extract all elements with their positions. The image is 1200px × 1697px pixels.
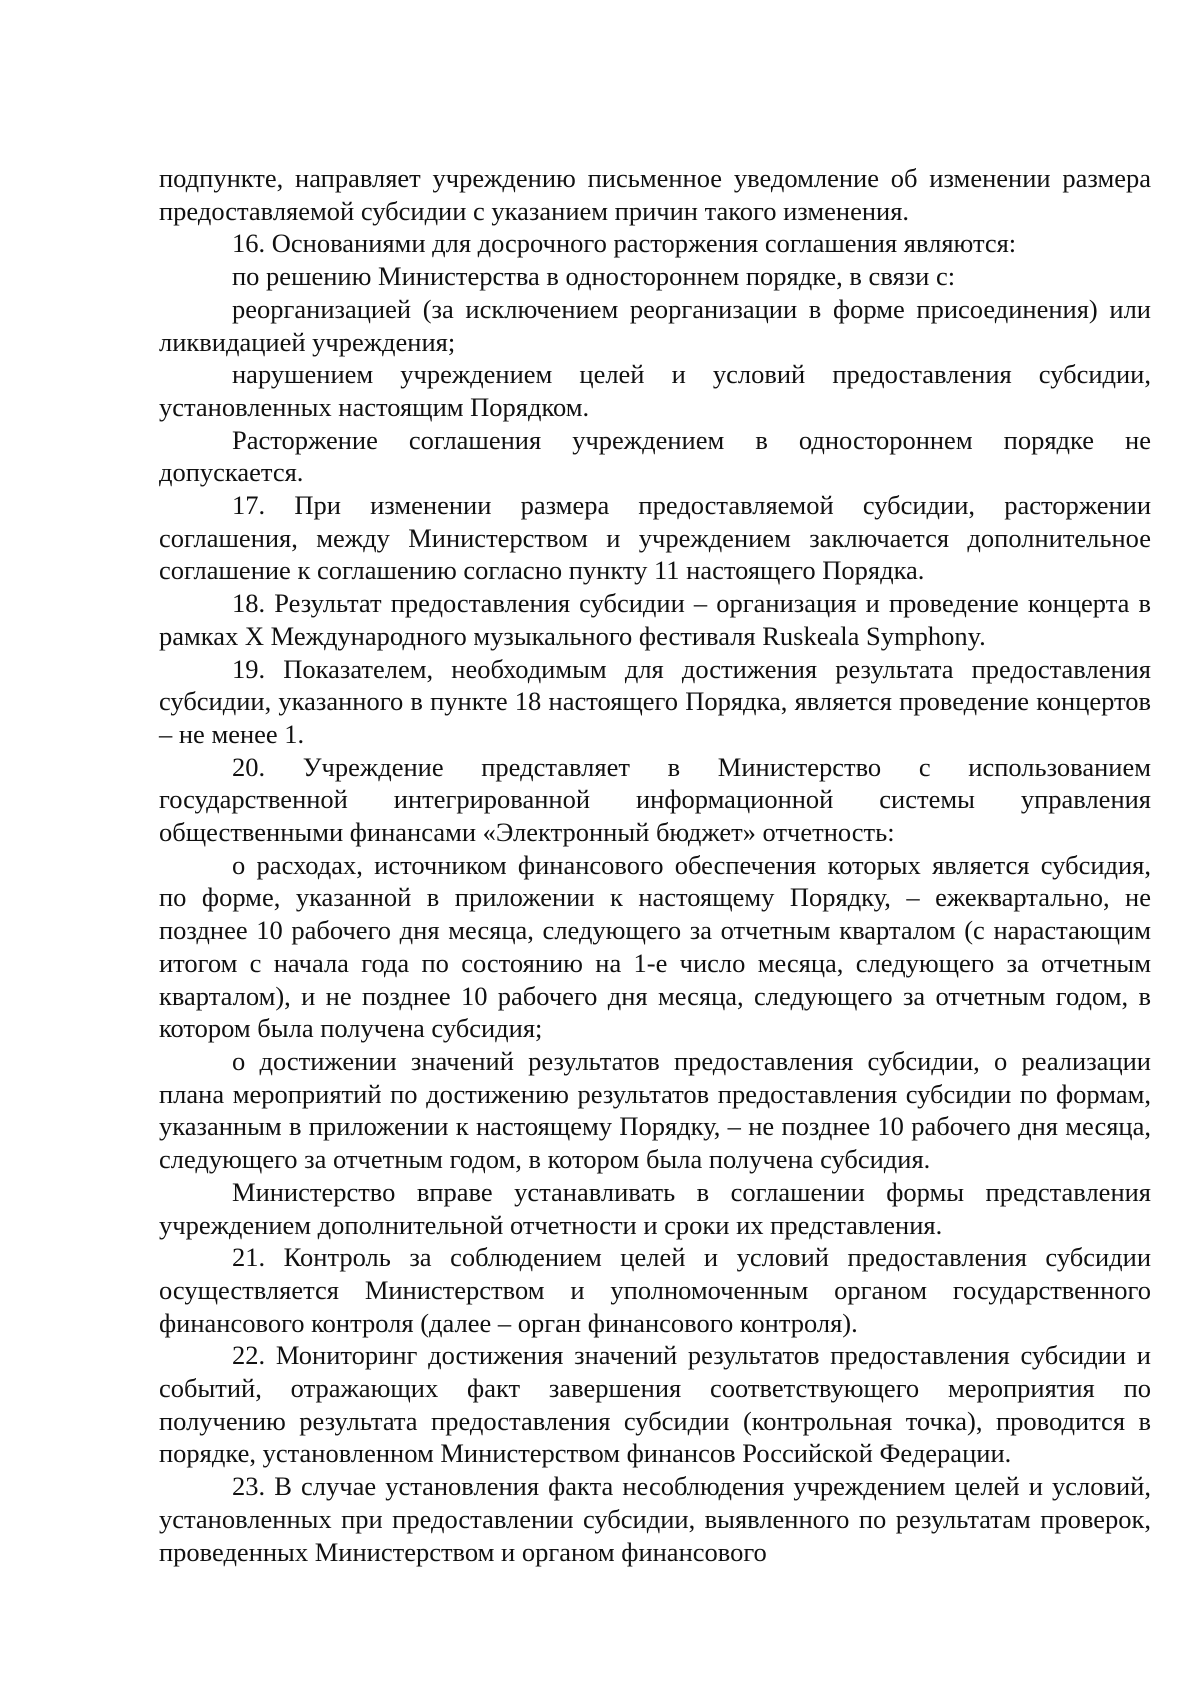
paragraph-16-reorganization: реорганизацией (за исключением реорганизации в форме присоединения) или ликвидацией учреждения; bbox=[159, 293, 1151, 357]
paragraph-21: 21. Контроль за соблюдением целей и условий предоставления субсидии осуществляется Министерством и уполномоченным органом государственного финансового контроля (далее – орган финансового контроля). bbox=[159, 1242, 1151, 1338]
paragraph-20-results-report: о достижении значений результатов предоставления субсидии, о реализации плана мероприятий по достижению результатов предоставления субсидии по формам, указанным в приложении к настоящему Порядку, – не позднее 10 рабочего дня месяца, следующего за отчетным годом, в котором была получена субсидия. bbox=[159, 1045, 1151, 1175]
paragraph-20: 20. Учреждение представляет в Министерство с использованием государственной интегрированной информационной системы управления общественными финансами «Электронный бюджет» отчетность: bbox=[159, 751, 1151, 848]
paragraph-continuation: подпункте, направляет учреждению письменное уведомление об изменении размера предоставляемой субсидии с указанием причин такого изменения. bbox=[159, 163, 1151, 226]
paragraph-16: 16. Основаниями для досрочного расторжения соглашения являются: bbox=[232, 228, 1017, 259]
paragraph-23: 23. В случае установления факта несоблюдения учреждением целей и условий, установленных при предоставлении субсидии, выявленного по результатам проверок, проведенных Министерством и органом финансового bbox=[159, 1471, 1151, 1567]
paragraph-19: 19. Показателем, необходимым для достижения результата предоставления субсидии, указанного в пункте 18 настоящего Порядка, является проведение концертов – не менее 1. bbox=[159, 653, 1151, 749]
paragraph-20-expenses-report: о расходах, источником финансового обеспечения которых является субсидия, по форме, указанной в приложении к настоящему Порядку, – ежеквартально, не позднее 10 рабочего дня месяца, следующего за отчетным кварталом (с нарастающим итогом с начала года по состоянию на 1-е число месяца, следующего за отчетным кварталом), и не позднее 10 рабочего дня месяца, следующего за отчетным годом, в котором была получена субсидия; bbox=[159, 849, 1151, 1044]
paragraph-16-unilateral: Расторжение соглашения учреждением в одностороннем порядке не допускается. bbox=[159, 424, 1151, 488]
paragraph-18: 18. Результат предоставления субсидии – организация и проведение концерта в рамках X Международного музыкального фестиваля Ruskeala Symphony. bbox=[159, 588, 1151, 651]
paragraph-22: 22. Мониторинг достижения значений результатов предоставления субсидии и событий, отражающих факт завершения соответствующего мероприятия по получению результата предоставления субсидии (контрольная точка), проводится в порядке, установленном Министерством финансов Российской Федерации. bbox=[159, 1340, 1151, 1469]
paragraph-20-additional-reporting: Министерство вправе устанавливать в соглашении формы представления учреждением дополнительной отчетности и сроки их представления. bbox=[159, 1176, 1151, 1240]
paragraph-16-violation: нарушением учреждением целей и условий предоставления субсидии, установленных настоящим Порядком. bbox=[159, 359, 1151, 422]
paragraph-17: 17. При изменении размера предоставляемой субсидии, расторжении соглашения, между Министерством и учреждением заключается дополнительное соглашение к соглашению согласно пункту 11 настоящего Порядка. bbox=[159, 490, 1151, 586]
document-body bbox=[159, 162, 1151, 1568]
paragraph-16-ministry-decision: по решению Министерства в одностороннем порядке, в связи с: bbox=[232, 261, 956, 292]
